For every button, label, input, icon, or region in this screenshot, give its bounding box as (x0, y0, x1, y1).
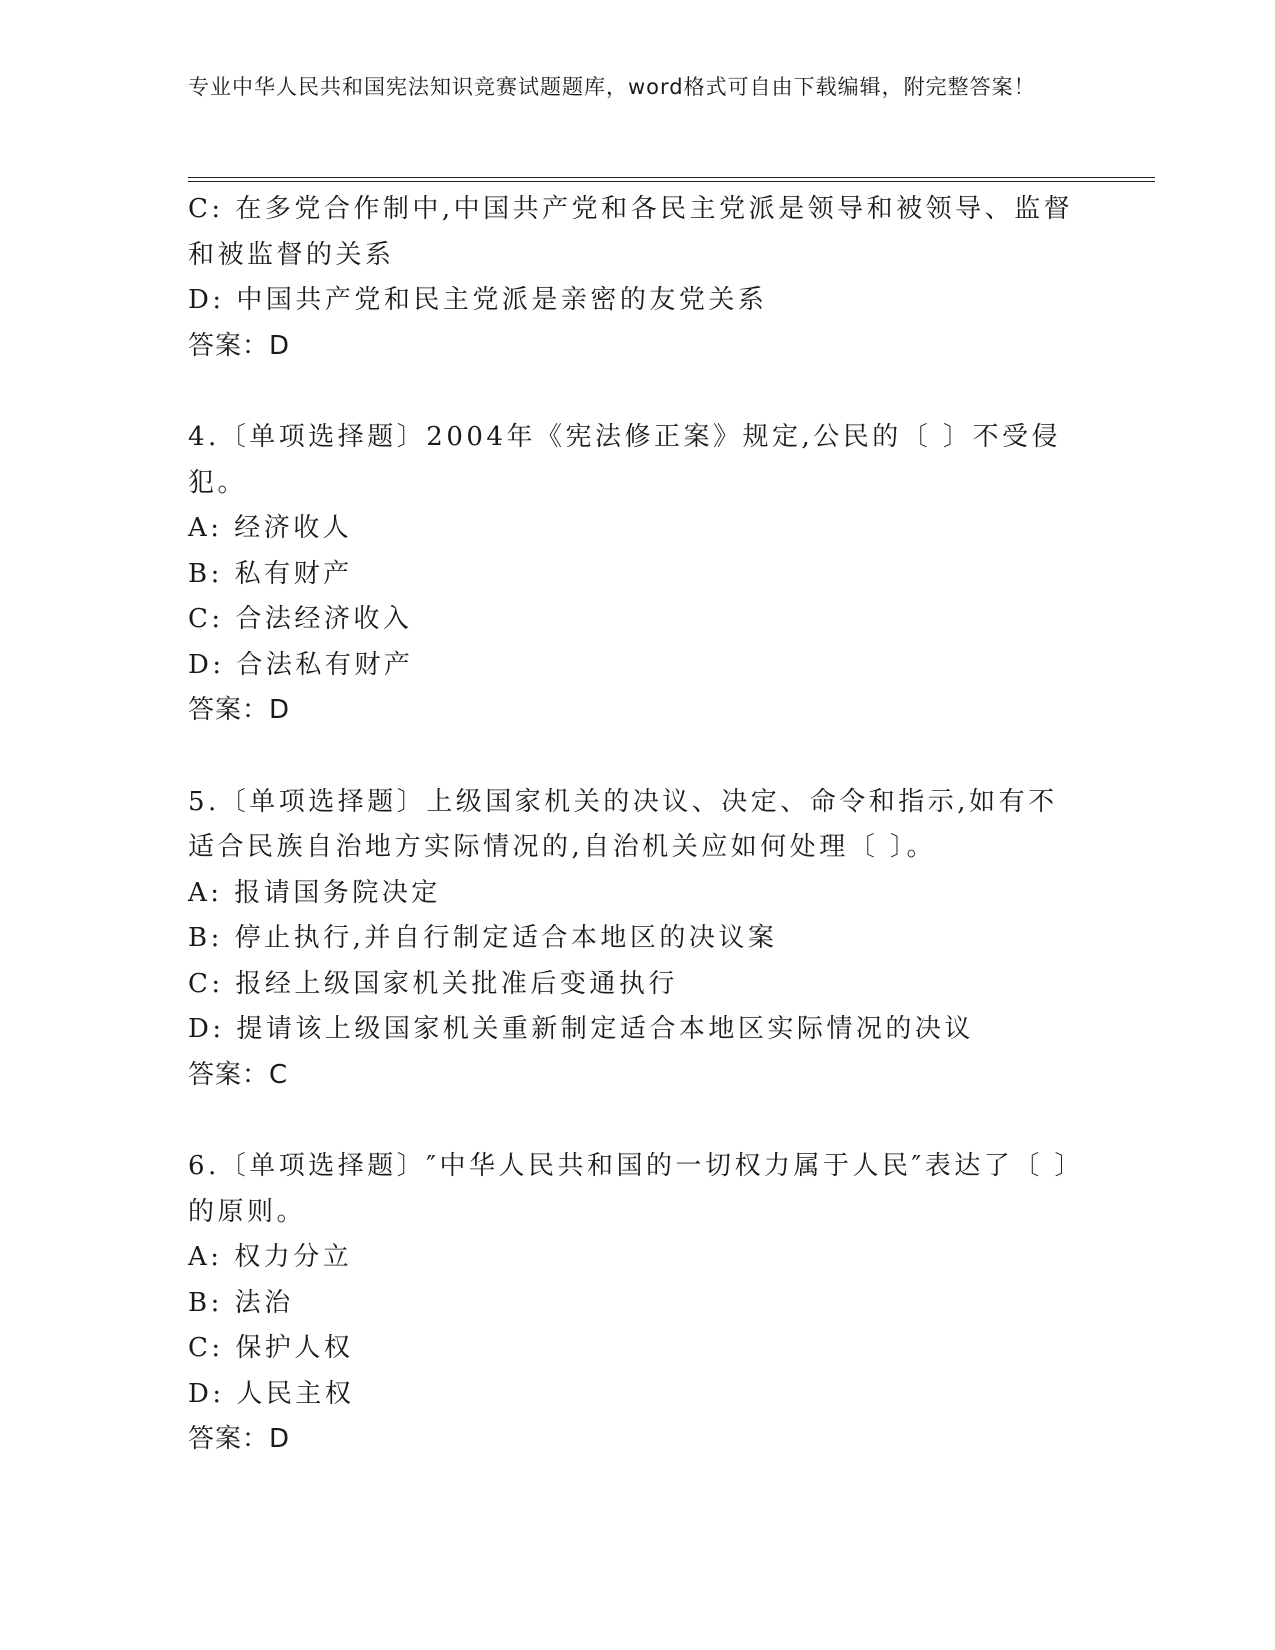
question-6 (188, 1144, 1078, 1463)
option-b: B: 私有财产 (188, 558, 353, 589)
spacer (188, 734, 1078, 780)
question-4 (188, 415, 1078, 734)
option-d: D: 提请该上级国家机关重新制定适合本地区实际情况的决议 (188, 1014, 974, 1044)
answer-line: 答案：D (188, 695, 291, 725)
option-b: B: 停止执行,并自行制定适合本地区的决议案 (188, 923, 778, 953)
option-c: C: 合法经济收入 (188, 604, 413, 634)
question-stem: 4.〔单项选择题〕2004年《宪法修正案》规定,公民的〔 〕不受侵犯。 (188, 422, 1062, 498)
option-d: D: 人民主权 (188, 1378, 355, 1409)
question-5 (188, 780, 1078, 1099)
option-c: C: 报经上级国家机关批准后变通执行 (188, 968, 678, 999)
option-b: B: 法治 (188, 1287, 294, 1318)
header-rule-bottom (188, 181, 1155, 182)
answer-line: 答案：D (188, 1424, 291, 1454)
option-c: C: 保护人权 (188, 1333, 354, 1363)
option-c: C: 在多党合作制中,中国共产党和各民主党派是领导和被领导、监督和被监督的关系 (188, 194, 1074, 270)
answer-line: 答案：D (188, 330, 291, 361)
header-rule-top (188, 177, 1155, 178)
option-d: D: 合法私有财产 (188, 649, 414, 680)
option-a: A: 报请国务院决定 (188, 877, 441, 908)
spacer (188, 1098, 1078, 1144)
header-note: 专业中华人民共和国宪法知识竞赛试题题库，word格式可自由下载编辑，附完整答案！ (188, 75, 1036, 99)
continued-question (188, 187, 1078, 369)
answer-line: 答案：C (188, 1059, 289, 1090)
option-a: A: 权力分立 (188, 1242, 353, 1272)
spacer (188, 369, 1078, 415)
option-a: A: 经济收人 (188, 513, 353, 543)
question-stem: 6.〔单项选择题〕″中华人民共和国的一切权力属于人民″表达了〔 〕的原则。 (188, 1151, 1071, 1227)
option-d: D: 中国共产党和民主党派是亲密的友党关系 (188, 285, 768, 315)
question-stem: 5.〔单项选择题〕上级国家机关的决议、决定、命令和指示,如有不适合民族自治地方实际情况的,自治机关应如何处理〔 〕。 (188, 786, 1058, 862)
question-content (188, 187, 1078, 1463)
